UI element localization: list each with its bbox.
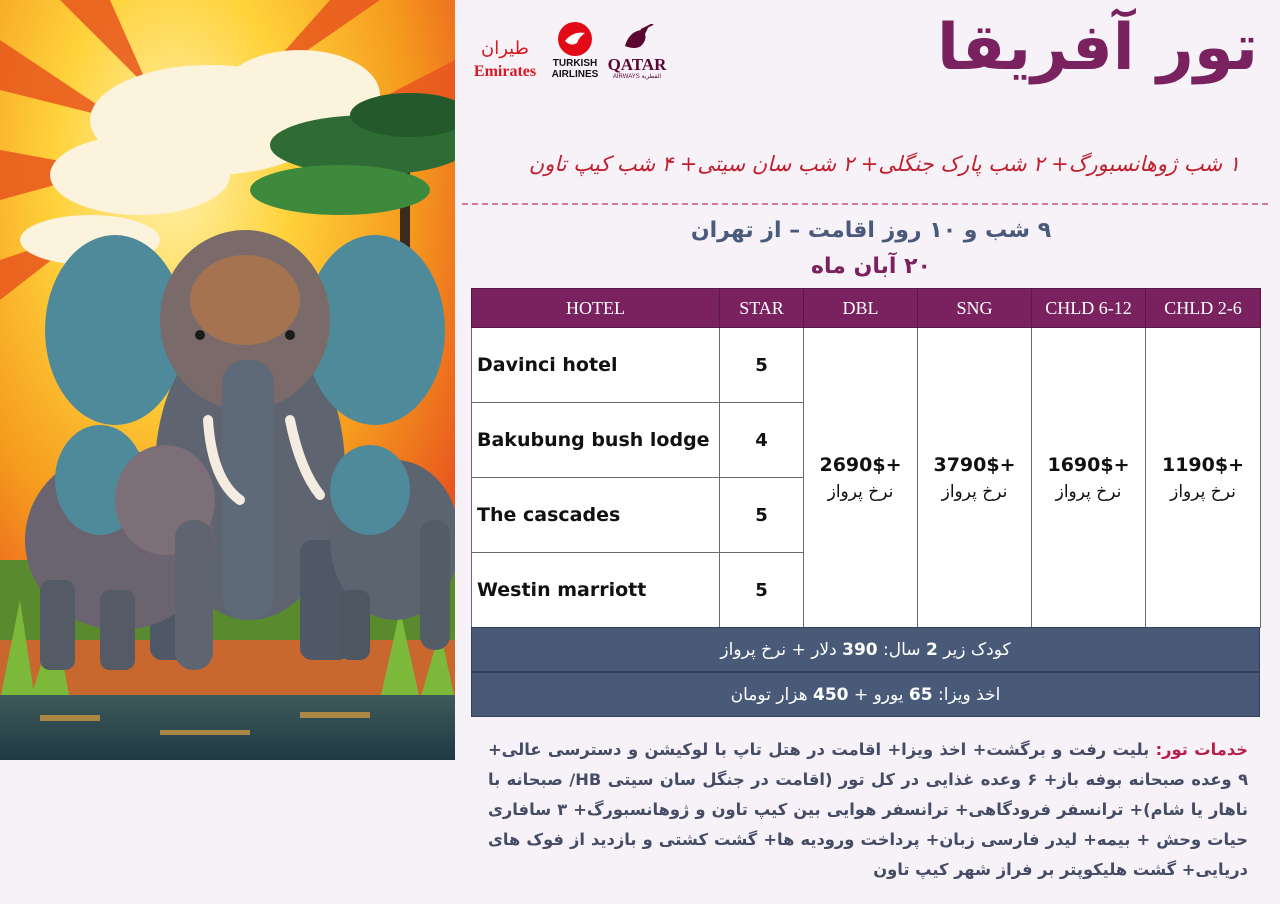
visa-note-euro: 65 xyxy=(908,685,933,705)
hotel-name: Davinci hotel xyxy=(472,328,720,403)
table-row xyxy=(472,328,1261,403)
col-header-chld-6-12: CHLD 6-12 xyxy=(1032,289,1146,328)
duration-text: ۹ شب و ۱۰ روز اقامت – از تهران xyxy=(690,218,1052,243)
child-note-age: 2 xyxy=(925,640,938,660)
child-note-amount: 390 xyxy=(842,640,878,660)
price-sng-note: نرخ پرواز xyxy=(941,481,1008,502)
airline-logos xyxy=(466,14,676,84)
price-sng xyxy=(918,328,1032,628)
child-note-suffix: دلار + نرخ پرواز xyxy=(720,640,837,660)
dashed-divider xyxy=(462,203,1268,205)
table-header-row xyxy=(472,289,1261,328)
itinerary-line: ۱ شب ژوهانسبورگ+ ۲ شب پارک جنگلی+ ۲ شب سان سیتی+ ۴ شب کیپ تاون xyxy=(528,152,1240,176)
hotel-star: 5 xyxy=(720,478,804,553)
price-dbl xyxy=(804,328,918,628)
hotel-star: 4 xyxy=(720,403,804,478)
tour-services xyxy=(488,735,1248,885)
hotel-star: 5 xyxy=(720,553,804,628)
col-header-hotel: HOTEL xyxy=(472,289,720,328)
price-table xyxy=(471,288,1261,628)
col-header-sng: SNG xyxy=(918,289,1032,328)
qatar-logo-text: QATAR xyxy=(607,55,667,74)
turkish-airlines-logo xyxy=(546,14,604,80)
hotel-name: The cascades xyxy=(472,478,720,553)
page-title: تور آفریقا xyxy=(936,11,1258,85)
col-header-chld-2-6: CHLD 2-6 xyxy=(1146,289,1261,328)
emirates-logo xyxy=(466,14,544,80)
price-chld-2-6 xyxy=(1146,328,1261,628)
qatar-oryx-icon xyxy=(619,24,655,54)
price-chld-6-12 xyxy=(1032,328,1146,628)
turkish-airlines-emblem-icon xyxy=(557,21,593,57)
qatar-airways-logo xyxy=(604,14,670,80)
services-label: خدمات تور: xyxy=(1155,740,1248,759)
child-note-row xyxy=(471,627,1260,672)
emirates-logo-script: طيران xyxy=(481,38,529,59)
price-chld-6-12-value: 1690$+ xyxy=(1047,453,1130,476)
col-header-dbl: DBL xyxy=(804,289,918,328)
visa-note-mid: یورو + xyxy=(853,685,904,705)
turkish-logo-line2: AIRLINES xyxy=(551,69,599,80)
price-chld-2-6-value: 1190$+ xyxy=(1161,453,1245,476)
hotel-name: Bakubung bush lodge xyxy=(472,403,720,478)
price-dbl-note: نرخ پرواز xyxy=(827,481,894,502)
price-dbl-value: 2690$+ xyxy=(819,453,902,476)
visa-note-toman: 450 xyxy=(813,685,849,705)
turkish-logo-line1: TURKISH xyxy=(552,58,598,69)
price-sng-value: 3790$+ xyxy=(933,453,1016,476)
visa-note-prefix: اخذ ویزا: xyxy=(938,685,1001,705)
child-note-mid: سال: xyxy=(883,640,921,660)
qatar-logo-sub: AIRWAYS القطرية xyxy=(612,74,662,80)
hotel-name: Westin marriott xyxy=(472,553,720,628)
services-text: بلیت رفت و برگشت+ اخذ ویزا+ اقامت در هتل تاپ با لوکیشن و دسترسی عالی+ ۹ وعده صبحانه بوفه باز+ ۶ وعده غذایی در کل تور (اقامت در جنگل سان سیتی HB/ صبحانه با ناهار یا شام)+ ترانسفر فرودگاهی+ ترانسفر هوایی بین کیپ تاون و ژوهانسبورگ+ ۳ سافاری حیات وحش + بیمه+ لیدر فارسی زبان+ پرداخت ورودیه ها+ گشت کشتی و بازدید از فوک های دریایی+ گشت هلیکوپتر بر فراز شهر کیپ تاون xyxy=(488,740,1248,879)
emirates-logo-text: Emirates xyxy=(473,63,537,80)
visa-note-suffix: هزار تومان xyxy=(730,685,808,705)
child-note-prefix: کودک زیر xyxy=(943,640,1011,660)
departure-date: ۲۰ آبان ماه xyxy=(811,254,931,279)
price-chld-6-12-note: نرخ پرواز xyxy=(1055,481,1122,502)
price-chld-2-6-note: نرخ پرواز xyxy=(1170,481,1236,502)
elephant-illustration xyxy=(0,0,455,760)
visa-note-row xyxy=(471,672,1260,717)
col-header-star: STAR xyxy=(720,289,804,328)
hotel-star: 5 xyxy=(720,328,804,403)
